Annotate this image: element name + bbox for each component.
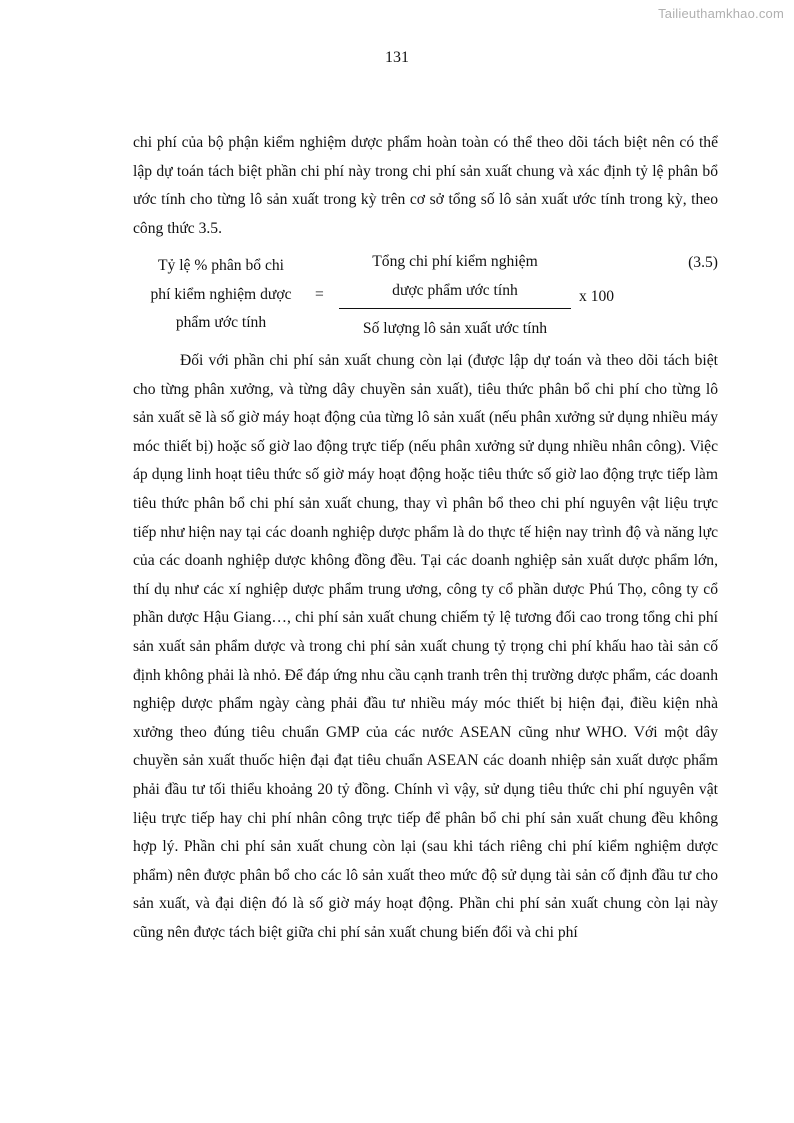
body-paragraph-2: Đối với phần chi phí sản xuất chung còn lại (được lập dự toán và theo dõi tách biệt cho từng phân xưởng, và từng dây chuyền sản xuất), tiêu thức phân bổ chi phí cho từng lô sản xuất sẽ là số giờ máy hoạt động của từng lô sản xuất (nếu phân xưởng sử dụng nhiều máy móc thiết bị) hoặc số giờ lao động trực tiếp (nếu phân xưởng sử dụng nhiều nhân công). Việc áp dụng linh hoạt tiêu thức số giờ máy hoạt động hoặc tiêu thức số giờ lao động trực tiếp làm tiêu thức phân bổ chi phí sản xuất chung, thay vì phân bổ theo chi phí nguyên vật liệu trực tiếp như hiện nay tại các doanh nghiệp dược phẩm là do thực tế hiện nay trình độ và năng lực của các doanh nghiệp dược không đồng đều. Tại các doanh nghiệp sản xuất dược phẩm lớn, thí dụ như các xí nghiệp dược phẩm trung ương, công ty cổ phần dược Phú Thọ, công ty cổ phần dược Hậu Giang…, chi phí sản xuất chung chiếm tỷ lệ tương đối cao trong tổng chi phí sản xuất sản phẩm dược và trong chi phí sản xuất chung tỷ trọng chi phí khấu hao tài sản cố định không phải là nhỏ. Để đáp ứng nhu cầu cạnh tranh trên thị trường dược phẩm, các doanh nghiệp dược phẩm ngày càng phải đầu tư nhiều máy móc thiết bị hiện đại, điều kiện nhà xưởng theo đúng tiêu chuẩn GMP của các nước ASEAN cũng như WHO. Với một dây chuyền sản xuất thuốc hiện đại đạt tiêu chuẩn ASEAN các doanh nhiệp sản xuất dược phẩm phải đầu tư tối thiểu khoảng 20 tỷ đồng. Chính vì vậy, sử dụng tiêu thức chi phí nguyên vật liệu trực tiếp hay chi phí nhân công trực tiếp để phân bổ chi phí sản xuất chung đều không hợp lý. Phần chi phí sản xuất chung còn lại (sau khi tách riêng chi phí kiểm nghiệm dược phẩm) nên được phân bổ cho các lô sản xuất theo mức độ sử dụng tài sản cố định đầu tư cho sản xuất, và đại diện đó là số giờ máy hoạt động. Phần chi phí sản xuất chung còn lại này cũng nên được tách biệt giữa chi phí sản xuất chung biến đổi và chi phí <box>133 352 718 941</box>
formula-multiplier: x 100 <box>579 288 615 305</box>
formula-numerator-line: dược phẩm ước tính <box>392 281 518 299</box>
page-number: 131 <box>385 49 409 66</box>
body-paragraph-1: chi phí của bộ phận kiểm nghiệm dược phẩm hoàn toàn có thể theo dõi tách biệt nên có thể lập dự toán tách biệt phần chi phí này trong chi phí sản xuất chung và xác định tỷ lệ phân bổ ước tính cho từng lô sản xuất trong kỳ trên cơ sở tổng số lô sản xuất ước tính trong kỳ, theo công thức 3.5. <box>133 134 718 237</box>
formula-numerator <box>339 248 571 305</box>
formula-equals-sign: = <box>315 286 324 303</box>
formula-3-5 <box>133 248 718 344</box>
fraction-bar <box>339 308 571 309</box>
formula-label: (3.5) <box>688 254 718 271</box>
formula-numerator-line: Tổng chi phí kiểm nghiệm <box>372 253 538 270</box>
formula-left-line: Tỷ lệ % phân bổ chi <box>157 257 284 274</box>
watermark: Tailieuthamkhao.com <box>658 6 784 21</box>
formula-left-line: phí kiểm nghiệm dược <box>150 285 292 303</box>
formula-left-line: phẩm ước tính <box>175 314 267 332</box>
formula-denominator: Số lượng lô sản xuất ước tính <box>362 320 548 338</box>
formula-fraction <box>339 248 571 343</box>
formula-left-side <box>133 252 309 338</box>
